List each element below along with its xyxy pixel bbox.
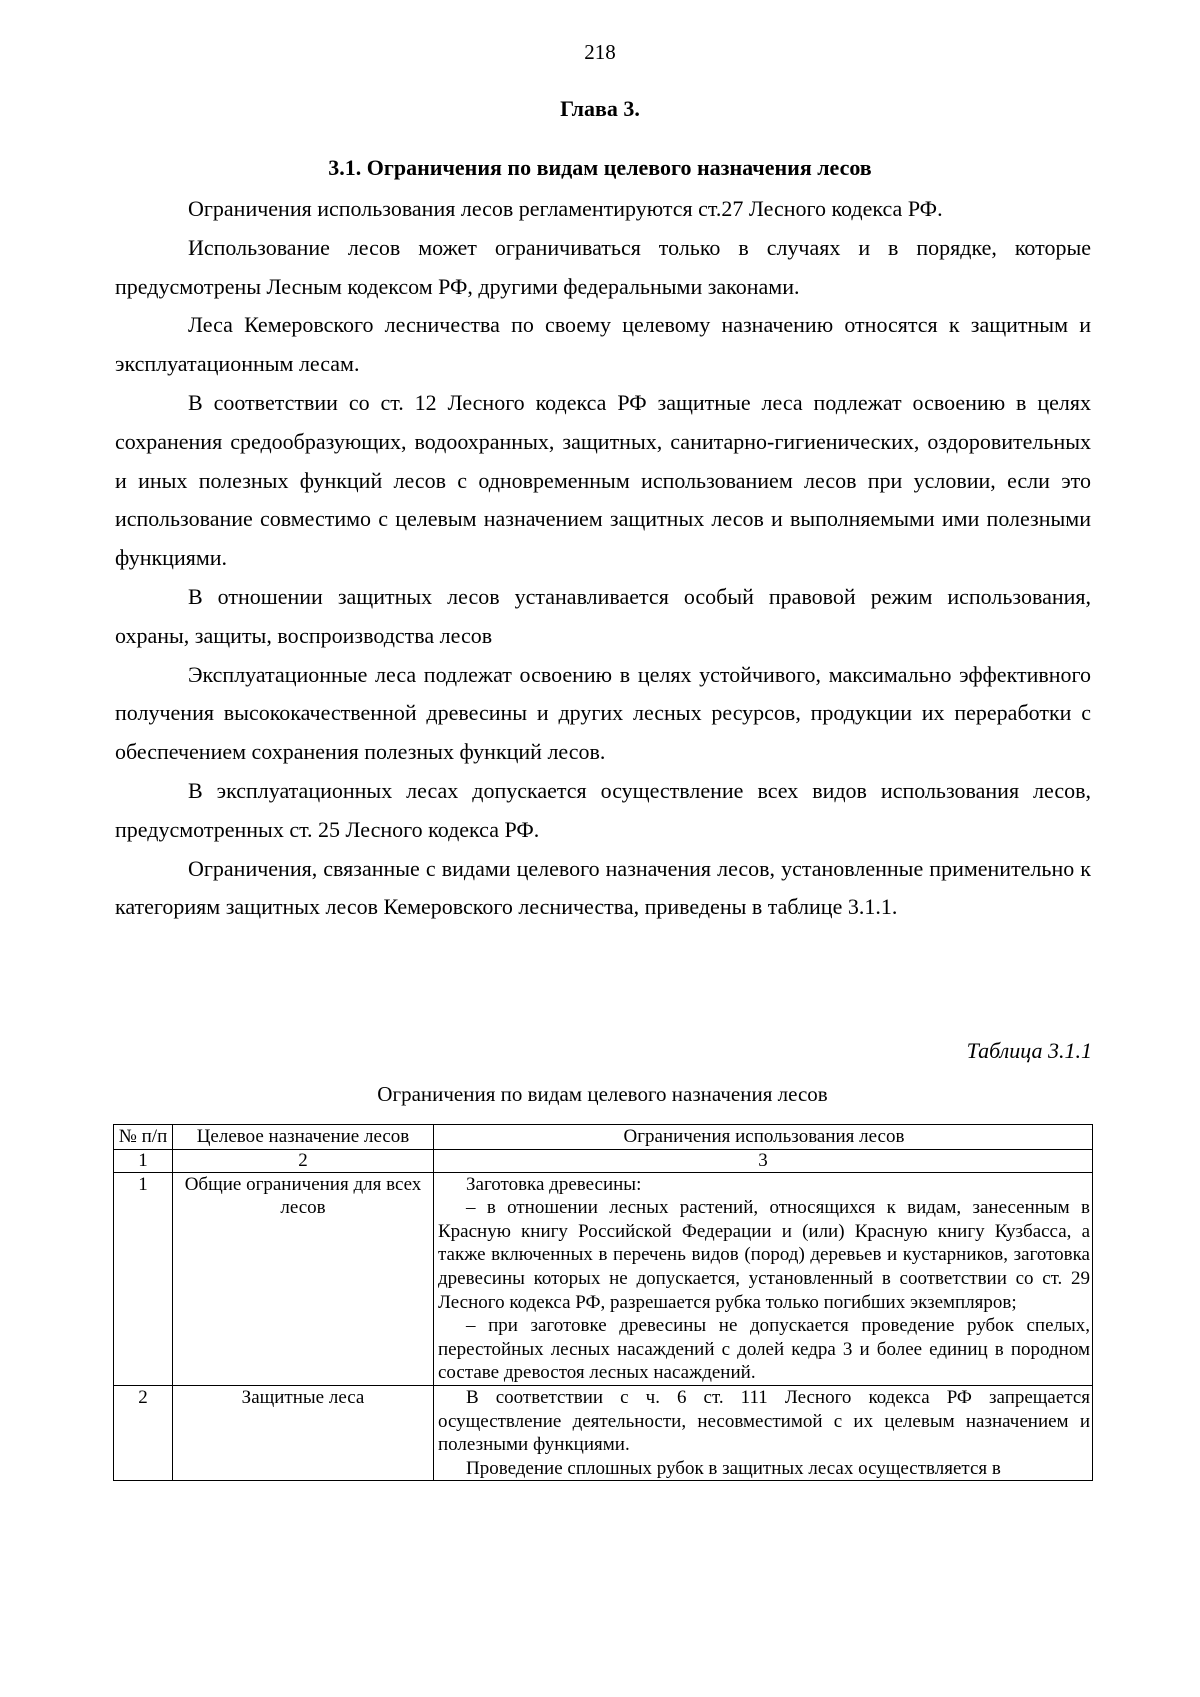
- paragraph: В эксплуатационных лесах допускается осуществление всех видов использования лесов, предусмотренных ст. 25 Лесного кодекса РФ.: [115, 777, 1091, 842]
- restriction-line: – при заготовке древесины не допускается проведение рубок спелых, перестойных лесных насаждений с долей кедра 3 и более единиц в породном составе древостоя лесных насаждений.: [438, 1315, 1090, 1384]
- paragraph: В соответствии со ст. 12 Лесного кодекса РФ защитные леса подлежат освоению в целях сохранения средообразующих, водоохранных, защитных, санитарно-гигиенических, оздоровительных и иных полезных функций лесов с одновременным использованием лесов при условии, если это использование совместимо с целевым назначением защитных лесов и выполняемыми ими полезными функциями.: [115, 389, 1091, 571]
- paragraph: Ограничения, связанные с видами целевого назначения лесов, установленные применительно к категориям защитных лесов Кемеровского лесничества, приведены в таблице 3.1.1.: [115, 855, 1091, 920]
- row-restrictions: [434, 1172, 1093, 1385]
- paragraph: Леса Кемеровского лесничества по своему целевому назначению относятся к защитным и эксплуатационным лесам.: [115, 312, 1091, 377]
- header-cell-purpose: Целевое назначение лесов: [173, 1125, 434, 1150]
- paragraph: В отношении защитных лесов устанавливается особый правовой режим использования, охраны, защиты, воспроизводства лесов: [115, 583, 1091, 648]
- restriction-line: Заготовка древесины:: [466, 1173, 642, 1195]
- table-reference: Таблица 3.1.1: [966, 1038, 1092, 1063]
- paragraph: Эксплуатационные леса подлежат освоению в целях устойчивого, максимально эффективного получения высококачественной древесины и других лесных ресурсов, продукции их переработки с обеспечением сохранения полезных функций лесов.: [115, 661, 1091, 765]
- table-row: [114, 1385, 1093, 1480]
- table-title: Ограничения по видам целевого назначения лесов: [377, 1082, 828, 1106]
- header-cell-number: № п/п: [114, 1125, 173, 1150]
- row-number: 1: [114, 1172, 173, 1385]
- row-purpose: Общие ограничения для всех лесов: [173, 1172, 434, 1385]
- restriction-line: В соответствии с ч. 6 ст. 111 Лесного кодекса РФ запрещается осуществление деятельности, несовместимой с их целевым назначением и полезными функциями.: [438, 1386, 1090, 1456]
- section-title: 3.1. Ограничения по видам целевого назначения лесов: [328, 155, 872, 180]
- page-number: 218: [584, 40, 616, 64]
- restrictions-table: [113, 1124, 1093, 1481]
- restriction-line: Проведение сплошных рубок в защитных лесах осуществляется в: [466, 1457, 1001, 1479]
- column-number: 3: [434, 1149, 1093, 1172]
- chapter-heading: Глава 3.: [560, 96, 640, 121]
- column-number: 1: [114, 1149, 173, 1172]
- paragraph: Ограничения использования лесов регламентируются ст.27 Лесного кодекса РФ.: [188, 196, 943, 221]
- table-column-number-row: [114, 1149, 1093, 1172]
- restriction-line: – в отношении лесных растений, относящихся к видам, занесенным в Красную книгу Российской Федерации и (или) Красную книгу Кузбасса, а также включенных в перечень видов (пород) деревьев и кустарников, заготовка древесины которых не допускается, установленный в соответствии со ст. 29 Лесного кодекса РФ, разрешается рубка только погибших экземпляров;: [438, 1197, 1090, 1313]
- table-header-row: [114, 1125, 1093, 1150]
- column-number: 2: [173, 1149, 434, 1172]
- body-text: [115, 190, 1091, 927]
- header-cell-restrictions: Ограничения использования лесов: [434, 1125, 1093, 1150]
- paragraph: Использование лесов может ограничиваться только в случаях и в порядке, которые предусмотрены Лесным кодексом РФ, другими федеральными законами.: [115, 234, 1091, 299]
- row-restrictions: [434, 1385, 1093, 1480]
- row-number: 2: [114, 1385, 173, 1480]
- row-purpose: Защитные леса: [173, 1385, 434, 1480]
- table-row: [114, 1172, 1093, 1385]
